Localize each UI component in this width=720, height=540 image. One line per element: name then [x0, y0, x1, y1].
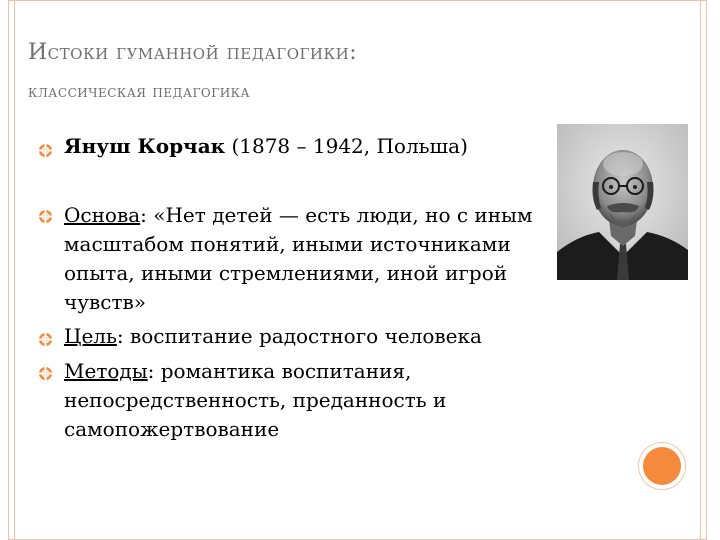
bullet-label-osnova: Основа: [64, 203, 141, 227]
frame-line-right-inner: [706, 0, 707, 540]
bullet-label-cel: Цель: [64, 324, 117, 348]
bullet-text-cel: : воспитание радостного человека: [116, 324, 482, 348]
person-dates: (1878 – 1942, Польша): [225, 134, 468, 158]
frame-line-left-inner: [14, 0, 15, 540]
bullet-cel: [64, 322, 544, 351]
bullet-metody: [64, 357, 544, 444]
portrait-illustration: [557, 124, 688, 280]
frame-line-top: [8, 0, 706, 1]
portrait-photo: [557, 124, 688, 280]
slide-subtitle: классическая педагогика: [28, 82, 251, 102]
target-bullet-icon: [38, 143, 53, 158]
target-bullet-icon: [38, 332, 53, 347]
target-bullet-icon: [38, 366, 53, 381]
frame-line-right-outer: [700, 0, 701, 540]
frame-line-left-outer: [8, 0, 9, 540]
decorative-orange-circle: [643, 447, 681, 485]
bullet-text-metody: : романтика воспитания, непосредственность, преданность и самопожертвование: [64, 359, 447, 441]
target-bullet-icon: [38, 209, 53, 224]
bullet-osnova: [64, 201, 544, 317]
bullet-text-osnova: : «Нет детей — есть люди, но с иным масштабом понятий, иными источниками опыта, иными стремлениями, иной игрой чувств»: [64, 203, 533, 314]
bullet-label-metody: Методы: [64, 359, 148, 383]
bullet-korczak: [64, 132, 544, 161]
person-name: Януш Корчак: [64, 134, 226, 158]
slide-title: Истоки гуманной педагогики:: [28, 40, 358, 65]
